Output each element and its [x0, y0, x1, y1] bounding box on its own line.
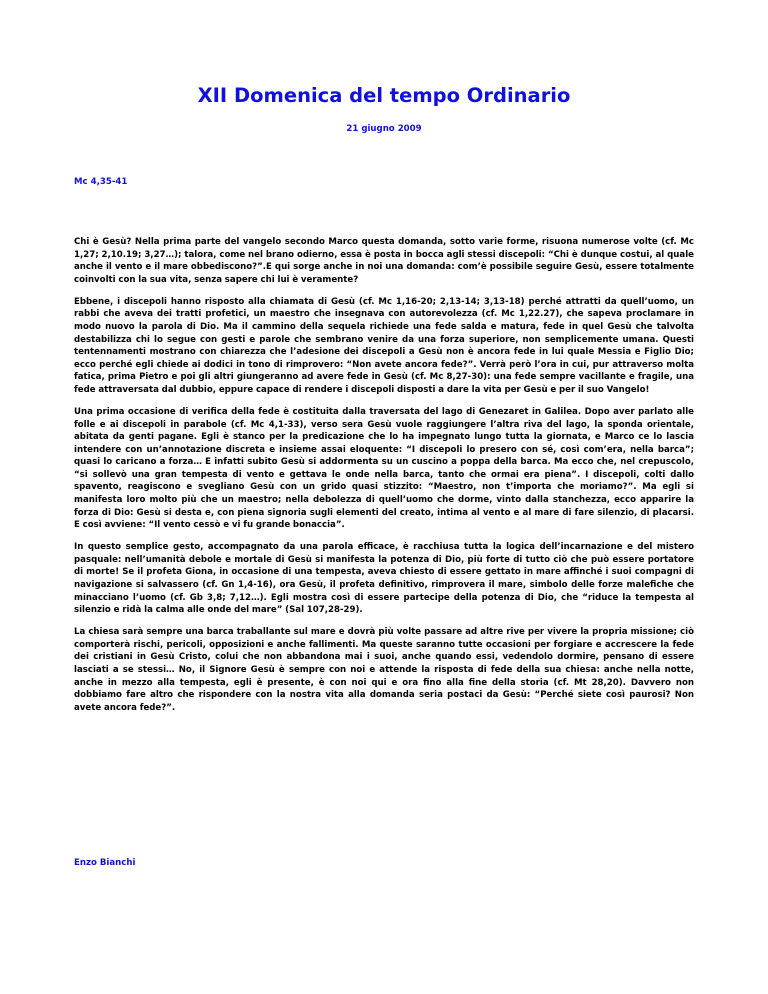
- document-body: [74, 236, 694, 724]
- paragraph-4: In questo semplice gesto, accompagnato da una parola efficace, è racchiusa tutta la logica dell’incarnazione e del mistero pasquale: nell’umanità debole e mortale di Gesù si manifesta la potenza di Dio, più forte di tutto ciò che può essere portatore di morte! Se il profeta Giona, in occasione di una tempesta, aveva chiesto di essere gettato in mare affinché i suoi compagni di navigazione si salvassero (cf. Gn 1,4-16), ora Gesù, il profeta definitivo, rimprovera il mare, simbolo delle forze malefiche che minacciano l’uomo (cf. Gb 3,8; 7,12…). Egli mostra così di essere partecipe della potenza di Dio, che “riduce la tempesta al silenzio e ridà la calma alle onde del mare” (Sal 107,28-29).: [74, 542, 694, 616]
- document-title: XII Domenica del tempo Ordinario: [197, 84, 571, 107]
- document-date: 21 giugno 2009: [346, 124, 422, 134]
- author-signature: Enzo Bianchi: [74, 858, 136, 868]
- paragraph-3: Una prima occasione di verifica della fede è costituita dalla traversata del lago di Genezaret in Galilea. Dopo aver parlato alle folle e ai discepoli in parabole (cf. Mc 4,1-33), verso sera Gesù vuole raggiungere l’altra riva del lago, la sponda orientale, abitata da genti pagane. Egli è stanco per la predicazione che lo ha impegnato lungo tutta la giornata, e Marco ce lo lascia intendere con un’annotazione discreta e insieme assai eloquente: “I discepoli lo presero con sé, così com’era, nella barca”; quasi lo caricano a forza… E infatti subito Gesù si addormenta su un cuscino a poppa della barca. Ma ecco che, nel crepuscolo, “si sollevò una gran tempesta di vento e gettava le onde nella barca, tanto che ormai era piena”. I discepoli, colti dallo spavento, reagiscono e svegliano Gesù con un grido quasi stizzito: “Maestro, non t’importa che moriamo?”. Ma egli si manifesta loro molto più che un maestro; nella debolezza di quell’uomo che dorme, vinto dalla stanchezza, ecco apparire la forza di Dio: Gesù si desta e, con piena signoria sugli elementi del creato, intima al vento e al mare di fare silenzio, di placarsi. E così avviene: “Il vento cessò e vi fu grande bonaccia”.: [74, 406, 694, 531]
- gospel-reference: Mc 4,35-41: [74, 177, 128, 187]
- paragraph-2: Ebbene, i discepoli hanno risposto alla chiamata di Gesù (cf. Mc 1,16-20; 2,13-14; 3,13-18) perché attratti da quell’uomo, un rabbi che aveva dei tratti profetici, un maestro che insegnava con autorevolezza (cf. Mc 1,22.27), che sapeva proclamare in modo nuovo la parola di Dio. Ma il cammino della sequela richiede una fede salda e matura, fede in quel Gesù che talvolta destabilizza chi lo segue con gesti e parole che sembrano venire da una forza superiore, non semplicemente umana. Questi tentennamenti mostrano con chiarezza che l’adesione dei discepoli a Gesù non è ancora fede in lui quale Messia e Figlio Dio; ecco perché egli chiede ai dodici in tono di rimprovero: “Non avete ancora fede?”. Verrà però l’ora in cui, pur attraverso molta fatica, prima Pietro e poi gli altri giungeranno ad avere fede in Gesù (cf. Mc 8,27-30): una fede sempre vacillante e fragile, una fede attraversata dal dubbio, eppure capace di rendere i discepoli disposti a dare la vita per Gesù e per il suo Vangelo!: [74, 296, 694, 395]
- paragraph-1: Chi è Gesù? Nella prima parte del vangelo secondo Marco questa domanda, sotto varie forme, risuona numerose volte (cf. Mc 1,27; 2,10.19; 3,27…); talora, come nel brano odierno, essa è posta in bocca agli stessi discepoli: “Chi è dunque costui, al quale anche il vento e il mare obbediscono?”.E qui sorge anche in noi una domanda: com’è possibile seguire Gesù, essere totalmente coinvolti con la sua vita, senza sapere chi lui è veramente?: [74, 237, 694, 285]
- paragraph-5: La chiesa sarà sempre una barca traballante sul mare e dovrà più volte passare ad altre rive per vivere la propria missione; ciò comporterà rischi, pericoli, opposizioni e anche fallimenti. Ma queste saranno tutte occasioni per forgiare e accrescere la fede dei cristiani in Gesù Cristo, colui che non abbandona mai i suoi, anche quando essi, vedendolo dormire, pensano di essere lasciati a se stessi… No, il Signore Gesù è sempre con noi e attende la risposta di fede della sua chiesa: anche nella notte, anche in mezzo alla tempesta, egli è presente, è con noi qui e ora fino alla fine della storia (cf. Mt 28,20). Davvero non dobbiamo fare altro che rispondere con la nostra vita alla domanda seria postaci da Gesù: “Perché siete così paurosi? Non avete ancora fede?”.: [74, 627, 694, 713]
